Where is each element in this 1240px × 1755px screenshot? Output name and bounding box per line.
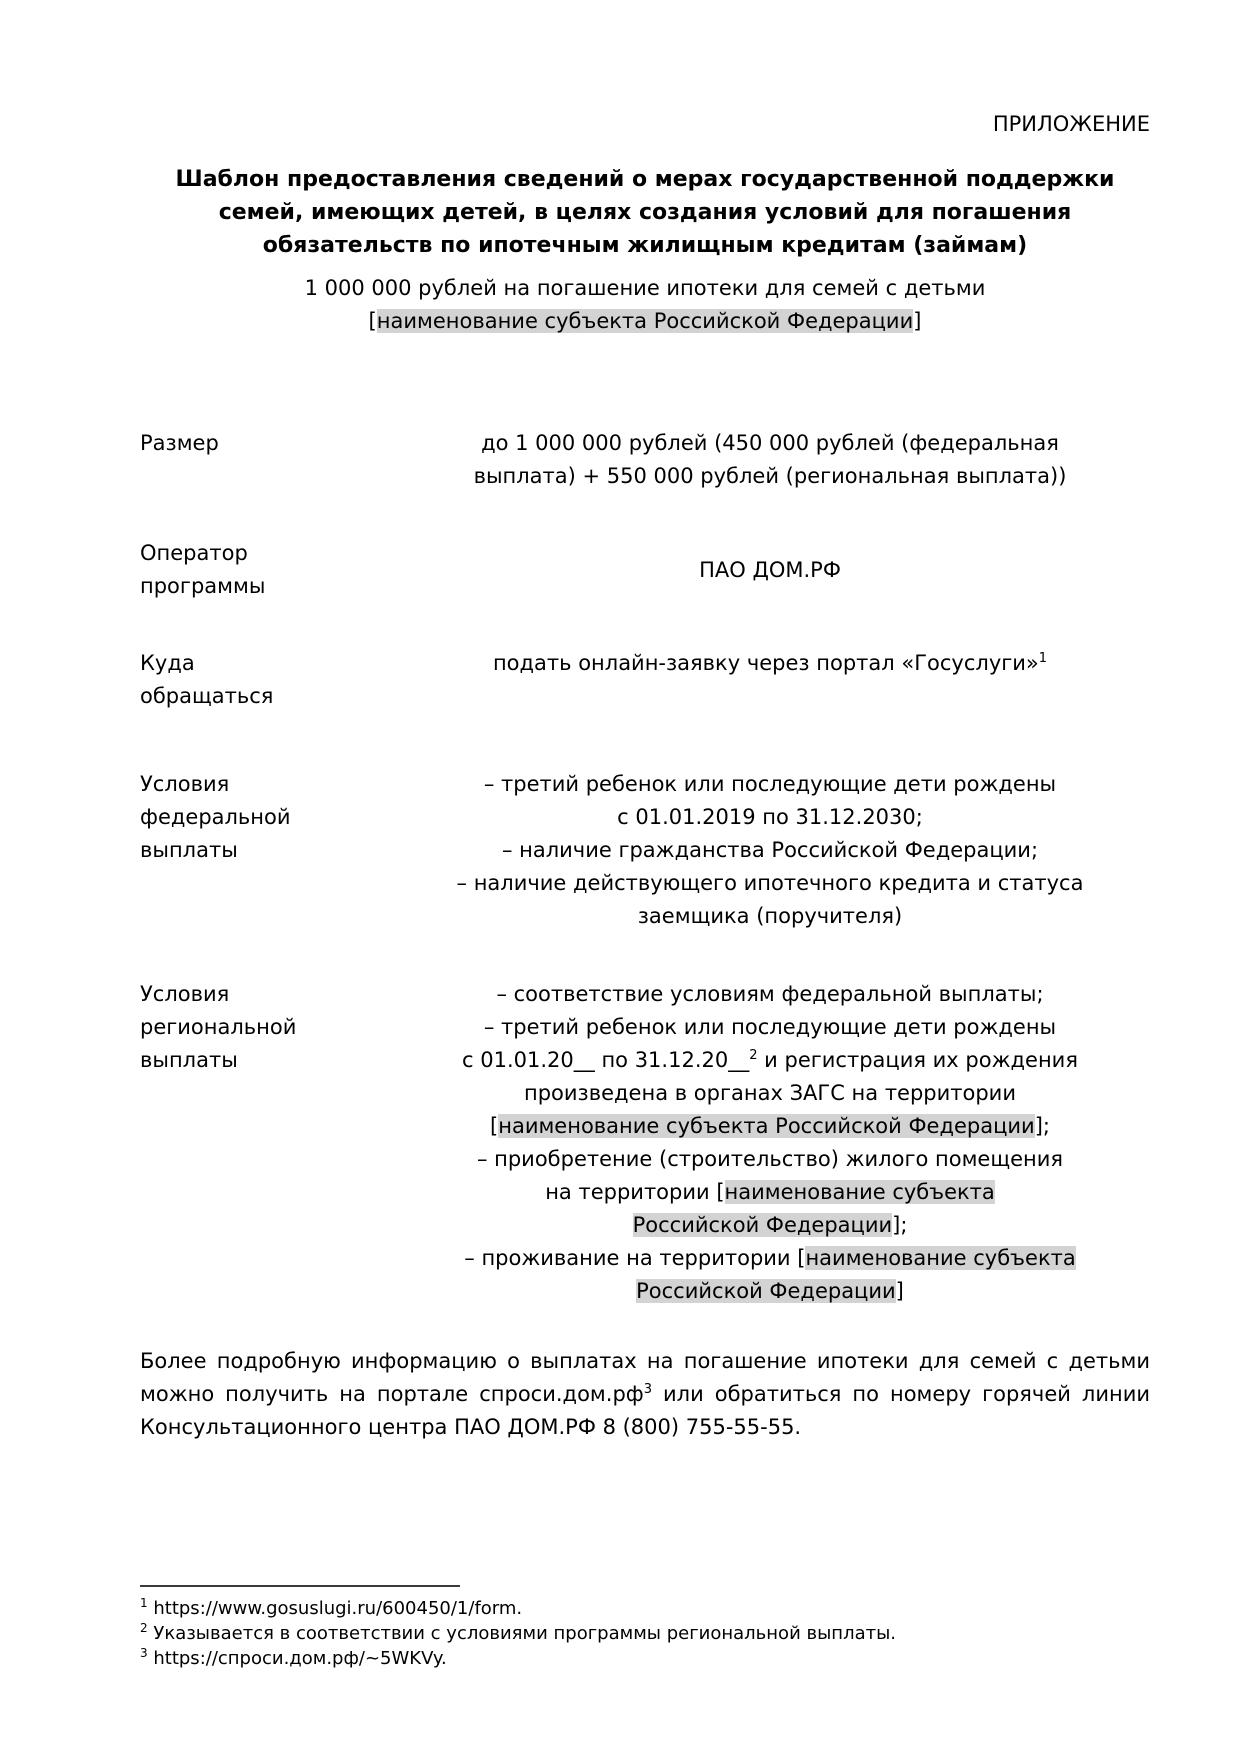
text-line [390,867,1150,900]
text-line [390,1275,1150,1308]
text-run: с 01.01.20__ по 31.12.20__ [462,1048,750,1072]
text-line [390,647,1150,680]
superscript: 1 [1038,651,1048,666]
document-title [140,163,1150,262]
text-run: – соответствие условиям федеральной выплаты; [496,982,1044,1006]
footnote [140,1646,1150,1671]
text-run: – третий ребенок или последующие дети рождены [483,772,1057,796]
row-value [390,768,1150,933]
text-run: – проживание на территории [ [464,1246,806,1270]
text-line [390,1044,1150,1077]
text-run: Более подробную информацию о выплатах на погашение ипотеки для семей с детьми можно получить на портале спроси.дом.рф [140,1349,1150,1406]
highlighted-text: наименование субъекта Российской Федерации [498,1114,1035,1138]
text-line [390,460,1150,493]
table-row-regional-conditions [140,978,1150,1308]
text-run: [ [490,1114,499,1138]
info-table [140,427,1150,1308]
text-line [390,978,1150,1011]
highlighted-text: наименование субъекта Российской Федерации [376,309,914,333]
row-value [390,647,1150,713]
text-line [390,768,1150,801]
row-label: Куда обращаться [140,651,274,708]
row-label: Оператор программы [140,541,266,598]
footnote-separator [140,1585,460,1587]
text-line: Шаблон предоставления сведений о мерах государственной поддержки [175,167,1115,192]
text-run: Указывается в соответствии с условиями программы региональной выплаты. [147,1623,897,1644]
text-run: с 01.01.2019 по 31.12.2030; [617,805,923,829]
row-value [390,427,1150,493]
info-paragraph [140,1345,1150,1444]
text-line: семей, имеющих детей, в целях создания условий для погашения [218,200,1072,225]
superscript: 2 [749,1048,758,1063]
highlighted-text: наименование субъекта [724,1180,995,1204]
text-run: ] [913,309,922,333]
superscript: 2 [140,1621,148,1635]
text-run: или обратиться по номеру горячей линии Консультационного центра ПАО ДОМ.РФ 8 (800) 755-55-55. [140,1382,1150,1439]
row-label: Условия федеральной выплаты [140,772,291,862]
row-value [390,554,1150,587]
text-run: ПАО ДОМ.РФ [699,557,841,582]
text-line [140,305,1150,338]
text-line [390,900,1150,933]
text-line [390,427,1150,460]
text-run: 1 000 000 рублей на погашение ипотеки для семей с детьми [304,276,986,300]
superscript: 3 [643,1382,653,1397]
footnote [140,1621,1150,1646]
text-run: [ [368,309,377,333]
text-line [390,1110,1150,1143]
text-run: – наличие действующего ипотечного кредита и статуса [456,871,1084,895]
text-line [390,1242,1150,1275]
text-line [390,801,1150,834]
text-run: ]; [1034,1114,1050,1138]
text-line [390,554,1150,587]
superscript: 1 [140,1596,148,1610]
text-run: https://спроси.дом.рф/~5WKVy. [147,1648,447,1669]
row-label: Условия региональной выплаты [140,982,297,1072]
text-run: https://www.gosuslugi.ru/600450/1/form. [147,1598,523,1619]
table-row-operator [140,537,1150,603]
text-run: подать онлайн-заявку через портал «Госуслуги» [492,651,1039,675]
text-run: – приобретение (строительство) жилого помещения [476,1147,1064,1171]
text-run: ]; [892,1213,908,1237]
footnotes [140,1596,1150,1671]
text-run: заемщика (поручителя) [637,904,903,928]
text-line: обязательств по ипотечным жилищным кредитам (займам) [262,233,1028,258]
text-run: произведена в органах ЗАГС на территории [524,1081,1016,1105]
text-line [390,1209,1150,1242]
text-line [390,1077,1150,1110]
highlighted-text: Российской Федерации [636,1279,896,1303]
text-run: выплата) + 550 000 рублей (региональная выплата)) [473,464,1067,488]
table-row-where-to-apply [140,647,1150,713]
appendix-label: ПРИЛОЖЕНИЕ [992,112,1150,136]
program-subtitle [140,272,1150,338]
footnote [140,1596,1150,1621]
highlighted-text: Российской Федерации [632,1213,893,1237]
table-row-federal-conditions [140,768,1150,933]
text-run: – наличие гражданства Российской Федерации; [501,838,1039,862]
text-run: – третий ребенок или последующие дети рождены [483,1015,1057,1039]
superscript: 3 [140,1646,148,1660]
highlighted-text: наименование субъекта [805,1246,1076,1270]
text-line [390,834,1150,867]
text-run: и регистрация их рождения [757,1048,1078,1072]
text-line [140,272,1150,305]
text-line [390,1011,1150,1044]
text-run: ] [895,1279,904,1303]
table-row-size [140,427,1150,493]
text-run: на территории [ [545,1180,725,1204]
row-label: Размер [140,431,219,455]
text-line [390,1176,1150,1209]
text-run: до 1 000 000 рублей (450 000 рублей (федеральная [481,431,1059,455]
row-value [390,978,1150,1308]
text-line [390,1143,1150,1176]
